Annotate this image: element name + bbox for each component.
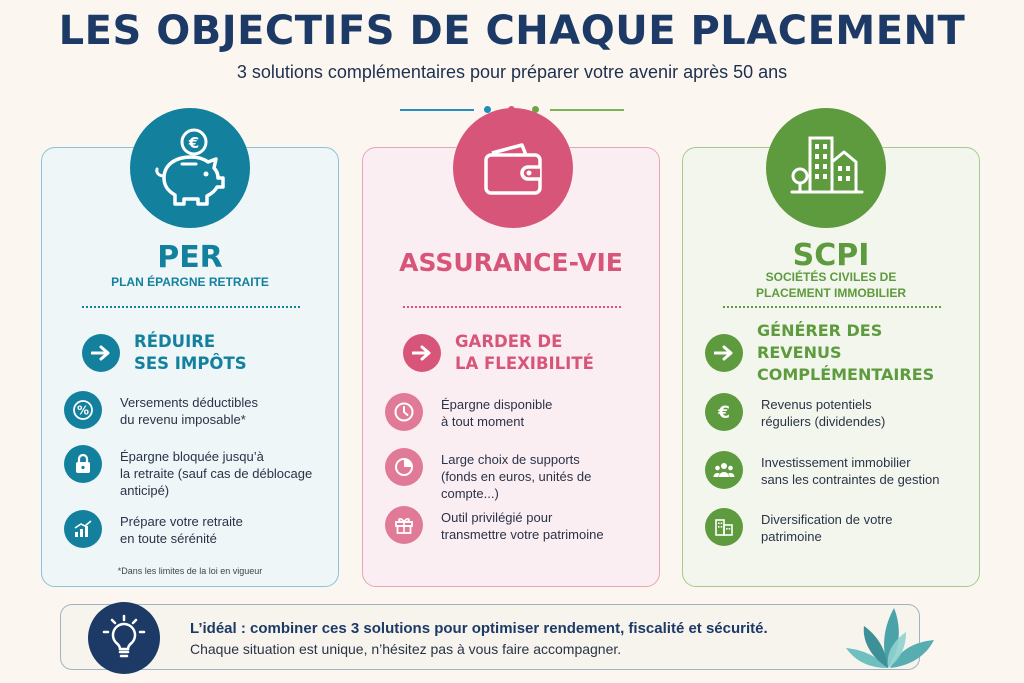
banner-sub-text: Chaque situation est unique, n’hésitez pas à vous faire accompagner. bbox=[190, 641, 622, 657]
list-item bbox=[385, 506, 651, 544]
item-line: en toute sérénité bbox=[120, 531, 217, 546]
goal-line: COMPLÉMENTAIRES bbox=[757, 365, 935, 384]
euro-icon bbox=[705, 393, 743, 431]
item-line: transmettre votre patrimoine bbox=[441, 527, 604, 542]
item-line: Large choix de supports bbox=[441, 452, 580, 467]
dotted-divider bbox=[723, 306, 941, 308]
goal-line: GÉNÉRER DES REVENUS bbox=[757, 321, 883, 362]
item-line: Épargne bloquée jusqu’à bbox=[120, 449, 264, 464]
page-title: LES OBJECTIFS DE CHAQUE PLACEMENT bbox=[58, 8, 966, 54]
card-subtitle: PLAN ÉPARGNE RETRAITE bbox=[111, 275, 269, 289]
lock-icon bbox=[64, 445, 102, 483]
banner-main-text: L’idéal : combiner ces 3 solutions pour optimiser rendement, fiscalité et sécurité. bbox=[190, 620, 768, 637]
dotted-divider bbox=[82, 306, 300, 308]
item-line: patrimoine bbox=[761, 529, 822, 544]
item-line: Outil privilégié pour bbox=[441, 510, 553, 525]
gift-icon bbox=[385, 506, 423, 544]
goal-line: SES IMPÔTS bbox=[134, 354, 247, 373]
item-line: sans les contraintes de gestion bbox=[761, 472, 940, 487]
dotted-divider bbox=[403, 306, 621, 308]
arrow-right-icon bbox=[403, 334, 441, 372]
card-subtitle bbox=[683, 269, 979, 301]
item-line: Investissement immobilier bbox=[761, 455, 911, 470]
piggy-bank-icon bbox=[130, 108, 250, 228]
list-item bbox=[64, 510, 330, 548]
card-title: SCPI bbox=[792, 238, 870, 273]
item-line: du revenu imposable* bbox=[120, 412, 246, 427]
arrow-right-icon bbox=[705, 334, 743, 372]
list-item bbox=[705, 451, 971, 489]
item-line: Revenus potentiels bbox=[761, 397, 872, 412]
page-subtitle: 3 solutions complémentaires pour préparer votre avenir après 50 ans bbox=[236, 62, 788, 82]
svg-text:€: € bbox=[188, 134, 200, 152]
goal bbox=[705, 323, 969, 383]
svg-text:%: % bbox=[76, 403, 90, 418]
item-line: anticipé) bbox=[120, 483, 170, 498]
growth-chart-icon bbox=[64, 510, 102, 548]
leaves-icon bbox=[842, 598, 938, 670]
subtitle-line: PLACEMENT IMMOBILIER bbox=[756, 286, 906, 300]
arrow-right-icon bbox=[82, 334, 120, 372]
list-item bbox=[385, 448, 651, 502]
card-title: PER bbox=[157, 240, 223, 275]
item-line: à tout moment bbox=[441, 414, 525, 429]
goal bbox=[403, 323, 649, 383]
people-icon bbox=[705, 451, 743, 489]
goal bbox=[82, 323, 328, 383]
list-item bbox=[64, 445, 330, 499]
item-line: Versements déductibles bbox=[120, 395, 259, 410]
item-line: (fonds en euros, unités de compte...) bbox=[441, 469, 592, 501]
wallet-icon bbox=[453, 108, 573, 228]
item-line: Épargne disponible bbox=[441, 397, 553, 412]
clock-icon bbox=[385, 393, 423, 431]
lightbulb-icon bbox=[88, 602, 160, 674]
list-item bbox=[385, 393, 651, 431]
list-item bbox=[705, 508, 971, 546]
item-line: la retraite (sauf cas de déblocage bbox=[120, 466, 313, 481]
goal-line: RÉDUIRE bbox=[134, 332, 216, 351]
svg-text:€: € bbox=[718, 403, 730, 423]
subtitle-line: SOCIÉTÉS CIVILES DE bbox=[765, 270, 897, 284]
footnote: *Dans les limites de la loi en vigueur bbox=[117, 566, 263, 576]
bottom-banner bbox=[60, 604, 920, 670]
item-line: Prépare votre retraite bbox=[120, 514, 243, 529]
pie-chart-icon bbox=[385, 448, 423, 486]
building-icon bbox=[705, 508, 743, 546]
item-line: Diversification de votre bbox=[761, 512, 893, 527]
list-item bbox=[64, 391, 330, 429]
goal-line: LA FLEXIBILITÉ bbox=[455, 354, 594, 373]
item-line: réguliers (dividendes) bbox=[761, 414, 886, 429]
card-title: ASSURANCE-VIE bbox=[399, 248, 623, 277]
percent-icon bbox=[64, 391, 102, 429]
buildings-icon bbox=[766, 108, 886, 228]
list-item bbox=[705, 393, 971, 431]
goal-line: GARDER DE bbox=[455, 332, 563, 351]
